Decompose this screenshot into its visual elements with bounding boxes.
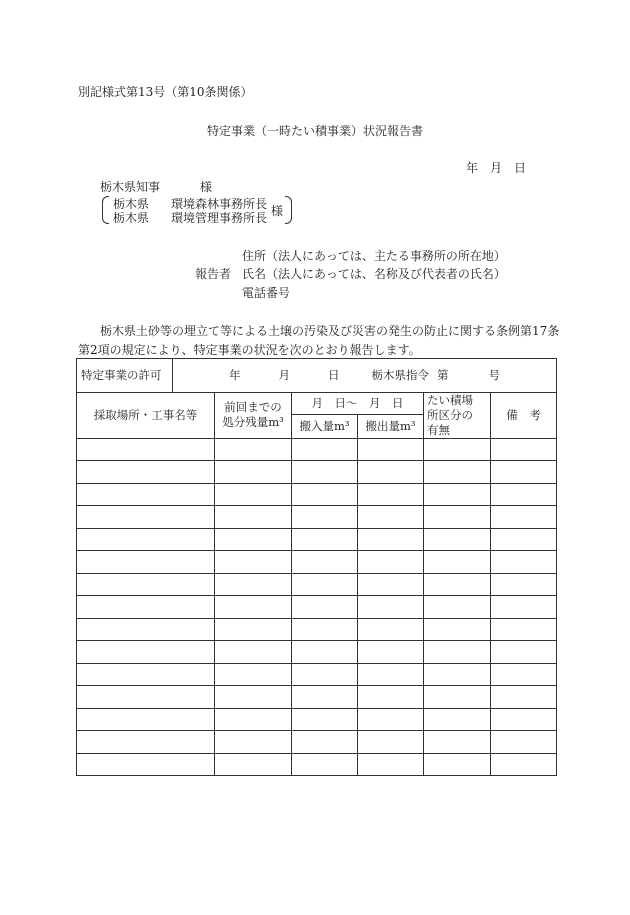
cell-remarks[interactable] <box>491 551 557 574</box>
table-row <box>77 596 557 619</box>
right-bracket <box>285 196 292 224</box>
office-row-2 <box>113 212 267 224</box>
cell-in[interactable] <box>292 663 358 686</box>
cell-in[interactable] <box>292 506 358 529</box>
cell-out[interactable] <box>358 483 424 506</box>
cell-prev[interactable] <box>215 438 292 461</box>
cell-site[interactable] <box>77 686 215 709</box>
table-row <box>77 753 557 776</box>
cell-site[interactable] <box>77 708 215 731</box>
cell-remarks[interactable] <box>491 708 557 731</box>
cell-storage[interactable] <box>424 618 491 641</box>
cell-prev[interactable] <box>215 528 292 551</box>
col-header-site: 採取場所・工事名等 <box>77 393 215 439</box>
cell-out[interactable] <box>358 506 424 529</box>
cell-out[interactable] <box>358 641 424 664</box>
cell-in[interactable] <box>292 551 358 574</box>
table-row <box>77 551 557 574</box>
bracket-sama: 様 <box>271 204 284 218</box>
cell-site[interactable] <box>77 528 215 551</box>
cell-site[interactable] <box>77 618 215 641</box>
office-pref: 栃木県 <box>113 211 150 225</box>
col-header-in: 搬入量m³ <box>292 414 358 438</box>
col-header-prev <box>215 393 292 439</box>
cell-in[interactable] <box>292 483 358 506</box>
cell-remarks[interactable] <box>491 731 557 754</box>
governor-sama: 様 <box>200 180 213 194</box>
cell-storage[interactable] <box>424 708 491 731</box>
permit-go: 号 <box>488 368 501 383</box>
cell-prev[interactable] <box>215 641 292 664</box>
permit-month: 月 <box>278 368 291 383</box>
table-row <box>77 686 557 709</box>
cell-storage[interactable] <box>424 686 491 709</box>
cell-in[interactable] <box>292 731 358 754</box>
cell-prev[interactable] <box>215 461 292 484</box>
cell-in[interactable] <box>292 753 358 776</box>
office-name: 環境森林事務所長 <box>171 197 268 211</box>
cell-storage[interactable] <box>424 483 491 506</box>
cell-site[interactable] <box>77 483 215 506</box>
cell-out[interactable] <box>358 551 424 574</box>
cell-remarks[interactable] <box>491 596 557 619</box>
cell-in[interactable] <box>292 618 358 641</box>
table-row <box>77 618 557 641</box>
table-row <box>77 708 557 731</box>
cell-remarks[interactable] <box>491 506 557 529</box>
cell-out[interactable] <box>358 731 424 754</box>
cell-out[interactable] <box>358 461 424 484</box>
table-row <box>77 438 557 461</box>
cell-site[interactable] <box>77 641 215 664</box>
office-name: 環境管理事務所長 <box>171 211 268 225</box>
cell-storage[interactable] <box>424 596 491 619</box>
cell-site[interactable] <box>77 663 215 686</box>
report-table <box>76 358 557 776</box>
cell-in[interactable] <box>292 686 358 709</box>
col-header-remarks: 備 考 <box>491 393 557 439</box>
cell-storage[interactable] <box>424 528 491 551</box>
col-header-storage-line3: 有無 <box>427 422 450 437</box>
cell-prev[interactable] <box>215 731 292 754</box>
col-header-prev-line2: 処分残量m³ <box>222 415 284 430</box>
table-row <box>77 483 557 506</box>
cell-in[interactable] <box>292 596 358 619</box>
cell-site[interactable] <box>77 596 215 619</box>
cell-site[interactable] <box>77 753 215 776</box>
cell-remarks[interactable] <box>491 573 557 596</box>
governor-label: 栃木県知事 <box>100 180 161 194</box>
reporter-phone: 電話番号 <box>242 286 291 300</box>
table-row <box>77 461 557 484</box>
permit-dai: 第 <box>437 368 449 383</box>
cell-site[interactable] <box>77 461 215 484</box>
cell-remarks[interactable] <box>491 438 557 461</box>
cell-storage[interactable] <box>424 641 491 664</box>
reporter-address: 住所（法人にあっては、主たる事務所の所在地） <box>242 249 506 263</box>
addressee-governor <box>100 181 212 193</box>
reporter-name: 氏名（法人にあっては、名称及び代表者の氏名） <box>242 267 506 281</box>
cell-out[interactable] <box>358 438 424 461</box>
office-pref: 栃木県 <box>113 197 150 211</box>
cell-storage[interactable] <box>424 731 491 754</box>
cell-storage[interactable] <box>424 461 491 484</box>
cell-remarks[interactable] <box>491 663 557 686</box>
body-text-line2: 第2項の規定により、特定事業の状況を次のとおり報告します。 <box>78 343 421 357</box>
cell-storage[interactable] <box>424 573 491 596</box>
cell-storage[interactable] <box>424 753 491 776</box>
cell-in[interactable] <box>292 528 358 551</box>
cell-prev[interactable] <box>215 686 292 709</box>
cell-prev[interactable] <box>215 663 292 686</box>
cell-out[interactable] <box>358 596 424 619</box>
cell-out[interactable] <box>358 708 424 731</box>
cell-site[interactable] <box>77 731 215 754</box>
cell-remarks[interactable] <box>491 753 557 776</box>
page-title: 特定事業（一時たい積事業）状況報告書 <box>206 124 423 138</box>
cell-prev[interactable] <box>215 753 292 776</box>
form-id: 別記様式第13号（第10条関係） <box>78 85 253 99</box>
cell-prev[interactable] <box>215 551 292 574</box>
cell-storage[interactable] <box>424 506 491 529</box>
cell-site[interactable] <box>77 551 215 574</box>
cell-prev[interactable] <box>215 506 292 529</box>
cell-site[interactable] <box>77 506 215 529</box>
cell-storage[interactable] <box>424 551 491 574</box>
cell-storage[interactable] <box>424 438 491 461</box>
cell-site[interactable] <box>77 438 215 461</box>
col-header-storage-line1: たい積場 <box>427 393 473 407</box>
reporter-label: 報告者 <box>195 267 232 281</box>
cell-storage[interactable] <box>424 663 491 686</box>
cell-out[interactable] <box>358 573 424 596</box>
cell-in[interactable] <box>292 573 358 596</box>
cell-remarks[interactable] <box>491 528 557 551</box>
left-bracket <box>102 196 109 224</box>
report-date: 年 月 日 <box>465 161 526 175</box>
col-header-out: 搬出量m³ <box>358 414 424 438</box>
cell-prev[interactable] <box>215 618 292 641</box>
col-header-storage-line2: 所区分の <box>427 407 473 422</box>
permit-authority: 栃木県指令 <box>371 368 430 383</box>
cell-out[interactable] <box>358 753 424 776</box>
table-row <box>77 731 557 754</box>
cell-prev[interactable] <box>215 483 292 506</box>
cell-out[interactable] <box>358 528 424 551</box>
cell-out[interactable] <box>358 686 424 709</box>
permit-value[interactable] <box>173 359 557 393</box>
cell-in[interactable] <box>292 438 358 461</box>
col-header-prev-line1: 前回までの <box>224 400 282 415</box>
cell-in[interactable] <box>292 708 358 731</box>
cell-in[interactable] <box>292 461 358 484</box>
cell-prev[interactable] <box>215 708 292 731</box>
cell-out[interactable] <box>358 618 424 641</box>
cell-remarks[interactable] <box>491 461 557 484</box>
cell-remarks[interactable] <box>491 641 557 664</box>
cell-prev[interactable] <box>215 573 292 596</box>
body-text-line1: 栃木県土砂等の埋立て等による土壌の汚染及び災害の発生の防止に関する条例第17条 <box>100 324 560 338</box>
cell-remarks[interactable] <box>491 618 557 641</box>
cell-out[interactable] <box>358 663 424 686</box>
table-row <box>77 528 557 551</box>
office-row-1 <box>113 198 267 210</box>
table-row <box>77 663 557 686</box>
cell-remarks[interactable] <box>491 483 557 506</box>
col-header-period: 月 日～ 月 日 <box>292 393 424 415</box>
cell-remarks[interactable] <box>491 686 557 709</box>
table-row <box>77 573 557 596</box>
cell-in[interactable] <box>292 641 358 664</box>
table-row <box>77 506 557 529</box>
cell-prev[interactable] <box>215 596 292 619</box>
permit-label: 特定事業の許可 <box>77 359 173 393</box>
permit-year: 年 <box>229 368 241 383</box>
table-row <box>77 641 557 664</box>
permit-day: 日 <box>328 368 340 383</box>
col-header-storage <box>424 393 491 439</box>
cell-site[interactable] <box>77 573 215 596</box>
